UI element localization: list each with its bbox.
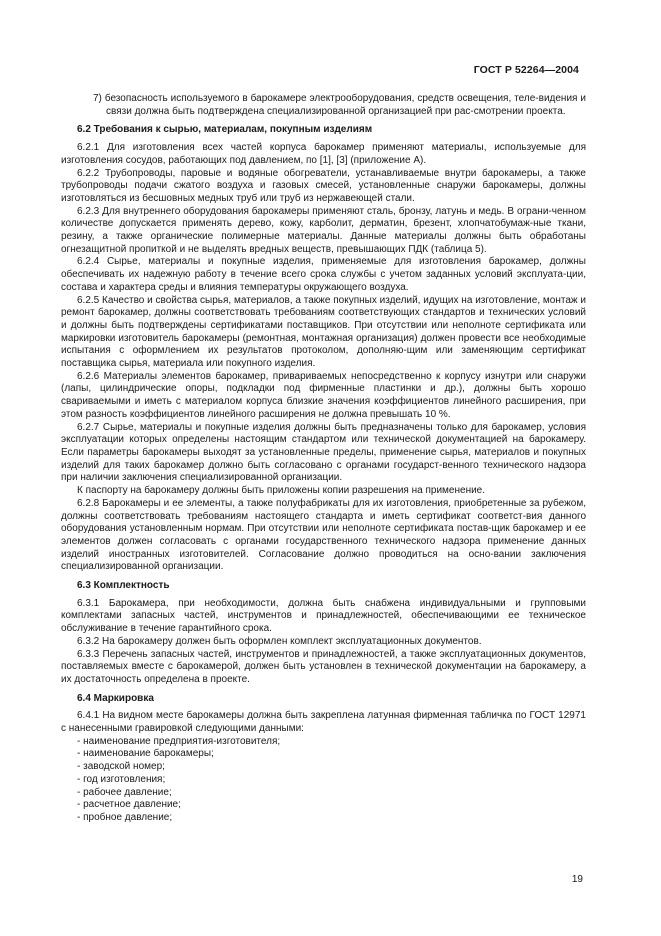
clause-6-2-1: 6.2.1 Для изготовления всех частей корпуса барокамер применяют материалы, используемые для изготовления сосудов, работающих под давлением, по [1], [3] (приложение А). (61, 142, 586, 166)
clause-6-2-4: 6.2.4 Сырье, материалы и покупные изделия, применяемые для изготовления барокамер, должны обеспечивать их надежную работу в течение всего срока службы с учетом заданных условий эксплуата-ции, состава и характера среды и влияния температуры окружающего воздуха. (61, 256, 586, 293)
clause-6-2-2: 6.2.2 Трубопроводы, паровые и водяные обогреватели, устанавливаемые внутри барокамеры, а также трубопроводы подачи сжатого воздуха и газовых смесей, установленные снаружи барокамеры, должны изготовляться из бесшовных медных труб или труб из нержавеющей стали. (61, 167, 586, 204)
list-item: - год изготовления; (77, 773, 166, 785)
document-header-code: ГОСТ Р 52264—2004 (473, 64, 579, 76)
page-number: 19 (571, 874, 583, 885)
section-heading-6-4: 6.4 Маркировка (77, 692, 154, 704)
list-item: - наименование барокамеры; (77, 748, 214, 760)
list-item: - наименование предприятия-изготовителя; (77, 735, 281, 747)
list-item: - заводской номер; (77, 761, 165, 773)
clause-6-2-6: 6.2.6 Материалы элементов барокамер, привариваемых непосредственно к корпусу изнутри или снаружи (лапы, цилиндрические опоры, подкладки под фирменные пластинки и др.), должны быть хорошо свариваемыми и иметь с материалом корпуса близкие значения коэффициентов линейного расширения, при этом разность коэффициентов линейного расширения не должна превышать 10 %. (61, 370, 586, 420)
clause-6-2-7: 6.2.7 Сырье, материалы и покупные изделия должны быть предназначены только для барокамер, условия эксплуатации которых определены настоящим стандартом или технической документацией на барокамеру. Если параметры барокамеры выходят за установленные пределы, применение сырья, материалов и покупных изделий для таких барокамер должно быть согласовано с органами государст-венного технического надзора при наличии заключения специализированной организации. (61, 421, 586, 484)
list-item: - рабочее давление; (77, 786, 172, 798)
document-body (61, 93, 586, 825)
section-heading-6-3: 6.3 Комплектность (77, 580, 170, 592)
clause-6-2-3: 6.2.3 Для внутреннего оборудования барокамеры применяют сталь, бронзу, латунь и медь. В ограни-ченном количестве допускается применять дерево, кожу, карболит, дерматин, брезент, хлопчатобумаж-ные ткани, резину, а также органические полимерные материалы. Данные материалы должны быть обработаны огнезащитной пропиткой и не выделять вредных веществ, превышающих ПДК (таблица 5). (61, 205, 586, 255)
clause-6-4-1: 6.4.1 На видном месте барокамеры должна быть закреплена латунная фирменная табличка по ГОСТ 12971 с нанесенными гравировкой следующими данными: (61, 710, 586, 735)
clause-6-2-5: 6.2.5 Качество и свойства сырья, материалов, а также покупных изделий, идущих на изготовление, монтаж и ремонт барокамер, должны соответствовать требованиям соответствующих стандартов и технических условий и должны быть подтверждены сертификатами поставщиков. При отсутствии или неполноте сертификата или маркировки изготовитель барокамеры (ремонтная, монтажная организация) должен провести все необходимые испытания с оформлением их результатов протоколом, дополняю-щим или заменяющим сертификат поставщика сырья, материала или покупного изделия. (61, 294, 586, 370)
clause-6-2-7-note: К паспорту на барокамеру должны быть приложены копии разрешения на применение. (77, 485, 486, 497)
list-item: - расчетное давление; (77, 799, 181, 811)
list-item-7: 7) безопасность используемого в барокамере электрооборудования, средств освещения, теле-видения и связи должна быть подтверждена специализированной организацией при рас-смотрении проекта. (93, 93, 586, 117)
clause-6-3-3: 6.3.3 Перечень запасных частей, инструментов и принадлежностей, а также эксплуатационных документов, поставляемых вместе с барокамерой, должен быть установлен в технической документации на барокамеру, а их достаточность определена в проекте. (61, 648, 586, 685)
list-item: - пробное давление; (77, 811, 173, 823)
clause-6-2-8: 6.2.8 Барокамеры и ее элементы, а также полуфабрикаты для их изготовления, приобретенные за рубежом, должны соответствовать требованиям настоящего стандарта и иметь сертификат соответст-вия данного оборудования установленным нормам. При отсутствии или неполноте сертификата постав-щик барокамер и ее элементов должен согласовать с органами государственного технического надзора применение данных изделий иностранных изготовителей. Согласование должно проводиться на осно-вании заключения специализированной организации. (61, 497, 586, 573)
clause-6-3-2: 6.3.2 На барокамеру должен быть оформлен комплект эксплуатационных документов. (77, 635, 482, 647)
section-heading-6-2: 6.2 Требования к сырью, материалам, покупным изделиям (77, 124, 373, 136)
clause-6-3-1: 6.3.1 Барокамера, при необходимости, должна быть снабжена индивидуальными и групповыми комплектами запасных частей, инструментов и принадлежностей, обеспечивающими ее техническое обслуживание в течение гарантийного срока. (61, 597, 586, 635)
